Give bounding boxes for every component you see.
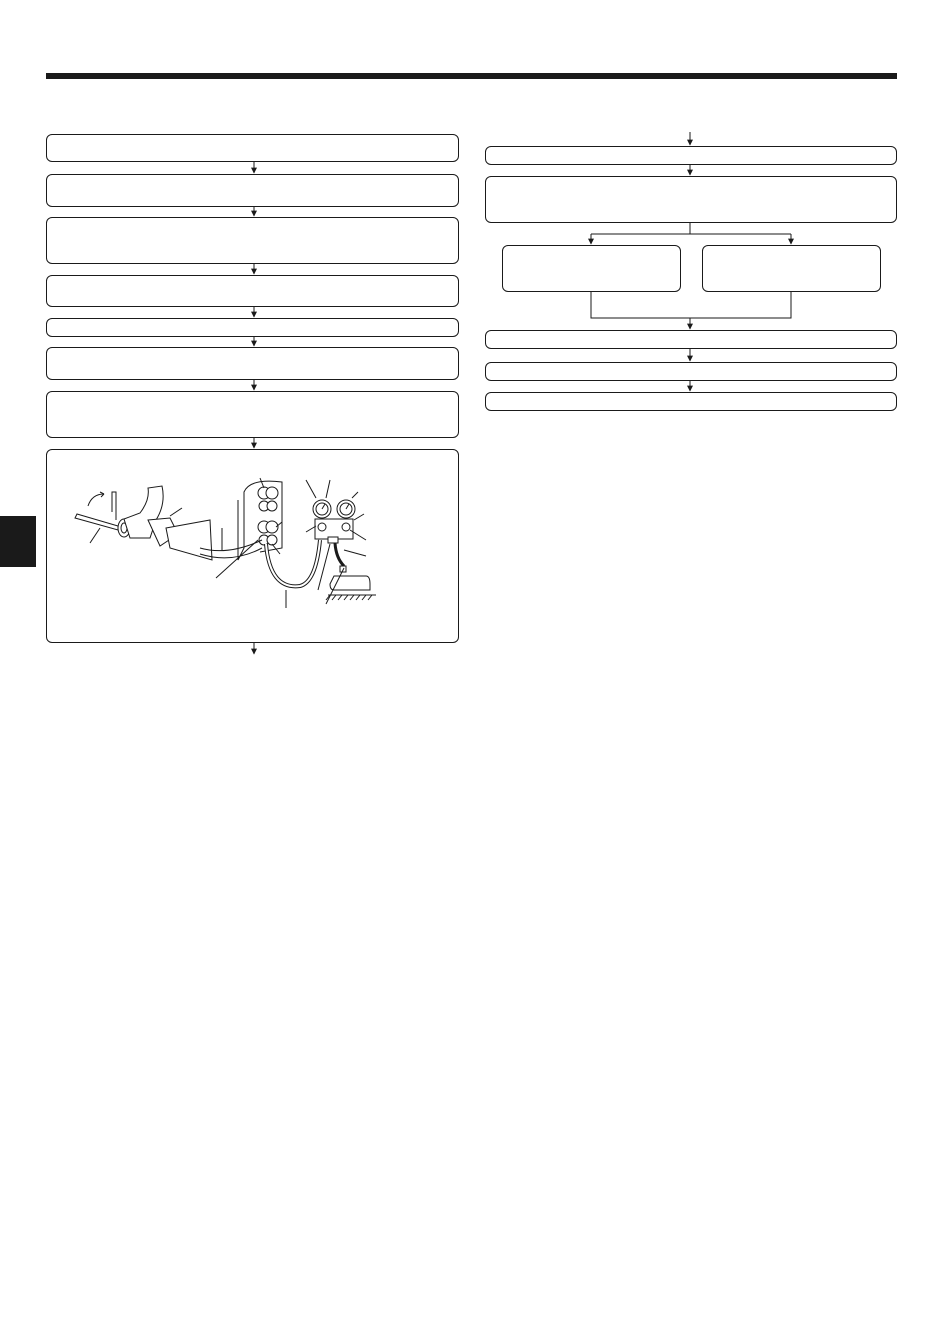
- outdoor-unit-illustration: [200, 481, 282, 560]
- gauge-manifold-illustration: [313, 500, 355, 543]
- hex-wrench-illustration: [75, 492, 118, 543]
- merge-lines: [591, 292, 791, 318]
- vacuum-pump-illustration: [326, 566, 376, 600]
- pump-hose: [335, 543, 344, 566]
- service-valve-illustration: [118, 486, 212, 560]
